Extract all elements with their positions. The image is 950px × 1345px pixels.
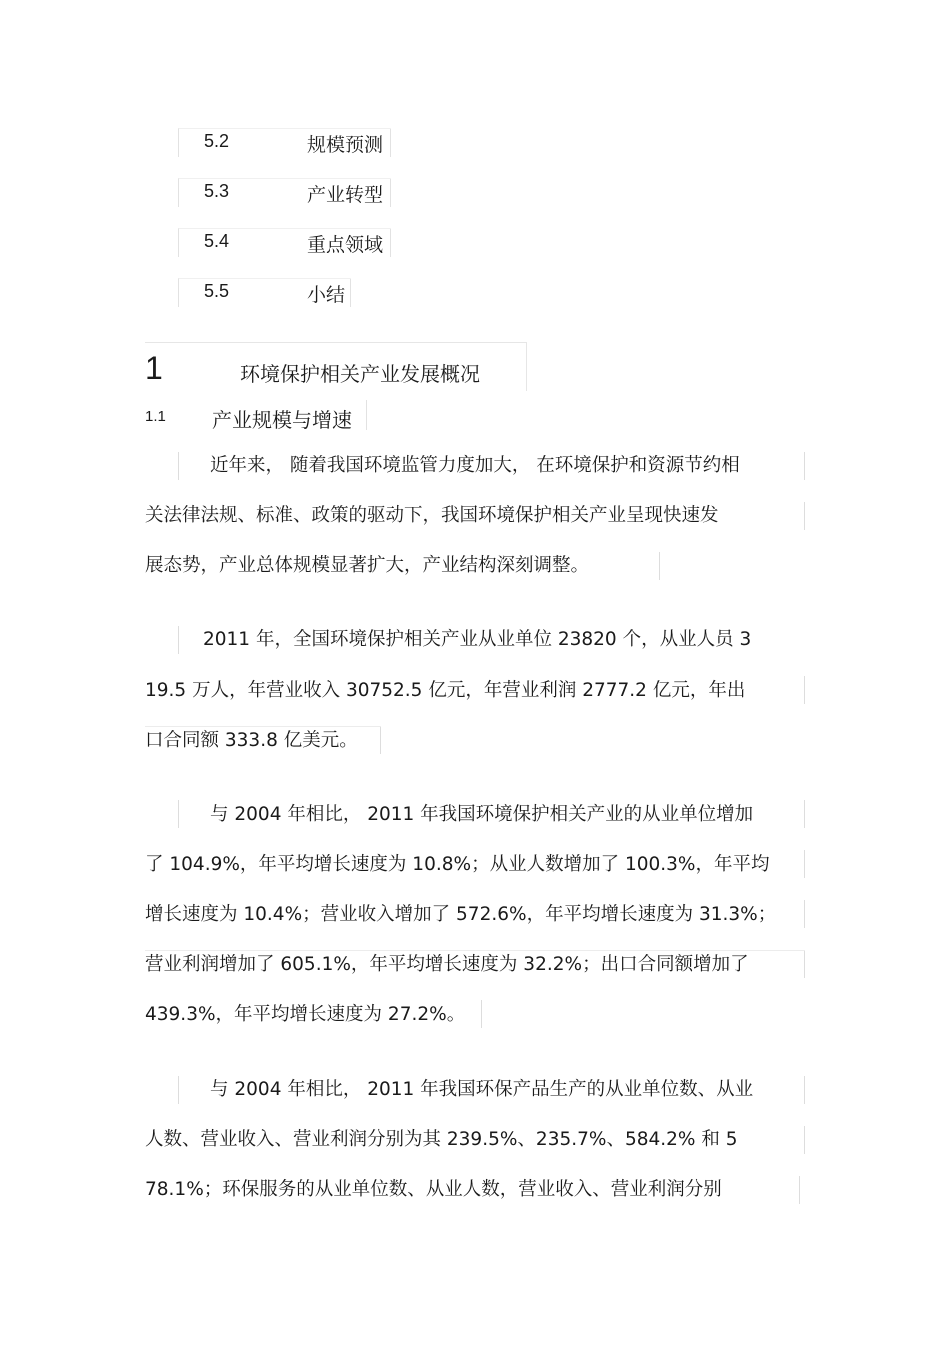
- divider: [804, 1076, 805, 1104]
- paragraph-line: 与 2004 年相比， 2011 年我国环境保护相关产业的从业单位增加: [210, 804, 754, 825]
- divider: [804, 676, 805, 704]
- toc-item-number: 5.3: [204, 181, 230, 201]
- toc-item-title: 重点领域: [307, 234, 384, 256]
- divider: [390, 129, 391, 157]
- toc-item-title: 小结: [307, 284, 346, 306]
- subsection-number: 1.1: [145, 408, 166, 425]
- paragraph-line: 2011 年，全国环境保护相关产业从业单位 23820 个，从业人员 3: [203, 629, 752, 650]
- paragraph-line: 与 2004 年相比， 2011 年我国环保产品生产的从业单位数、从业: [210, 1079, 754, 1100]
- toc-item-number: 5.4: [204, 231, 230, 251]
- divider: [390, 179, 391, 207]
- paragraph-line: 19.5 万人，年营业收入 30752.5 亿元，年营业利润 2777.2 亿元，年出: [145, 680, 746, 701]
- divider: [350, 279, 351, 307]
- section-number: 1: [145, 350, 163, 386]
- paragraph-line: 展态势，产业总体规模显著扩大，产业结构深刻调整。: [145, 555, 590, 576]
- divider: [178, 800, 179, 828]
- paragraph-line: 营业利润增加了 605.1%，年平均增长速度为 32.2%；出口合同额增加了: [145, 954, 749, 975]
- divider: [659, 552, 660, 580]
- paragraph-line: 近年来， 随着我国环境监管力度加大， 在环境保护和资源节约相: [210, 455, 740, 476]
- paragraph-line: 口合同额 333.8 亿美元。: [145, 730, 358, 751]
- divider: [804, 502, 805, 530]
- toc-item[interactable]: [178, 178, 391, 207]
- divider: [804, 850, 805, 878]
- divider: [804, 950, 805, 978]
- toc-item-title: 产业转型: [307, 184, 384, 206]
- divider: [804, 800, 805, 828]
- divider: [390, 229, 391, 257]
- divider: [804, 900, 805, 928]
- divider: [380, 726, 381, 754]
- toc-item[interactable]: [178, 128, 391, 157]
- paragraph-line: 78.1%；环保服务的从业单位数、从业人数，营业收入、营业利润分别: [145, 1179, 722, 1200]
- section-title: 环境保护相关产业发展概况: [240, 362, 480, 386]
- paragraph-line: 增长速度为 10.4%；营业收入增加了 572.6%，年平均增长速度为 31.3%；: [145, 904, 777, 925]
- divider: [178, 1076, 179, 1104]
- toc-item-title: 规模预测: [307, 134, 384, 156]
- paragraph-line: 了 104.9%，年平均增长速度为 10.8%；从业人数增加了 100.3%，年平均: [145, 854, 770, 875]
- toc-item-number: 5.2: [204, 131, 230, 151]
- paragraph-line: 439.3%，年平均增长速度为 27.2%。: [145, 1004, 466, 1025]
- paragraph-line: 人数、营业收入、营业利润分别为其 239.5%、235.7%、584.2% 和 5: [145, 1129, 738, 1150]
- divider: [481, 1000, 482, 1028]
- toc-item[interactable]: [178, 278, 351, 307]
- paragraph-line: 关法律法规、标准、政策的驱动下，我国环境保护相关产业呈现快速发: [145, 505, 719, 526]
- toc-item[interactable]: [178, 228, 391, 257]
- divider: [804, 452, 805, 480]
- divider: [804, 1126, 805, 1154]
- divider: [799, 1176, 800, 1204]
- subsection-title: 产业规模与增速: [212, 408, 352, 432]
- toc-item-number: 5.5: [204, 281, 230, 301]
- divider: [366, 400, 367, 430]
- divider: [178, 626, 179, 654]
- divider: [178, 452, 179, 480]
